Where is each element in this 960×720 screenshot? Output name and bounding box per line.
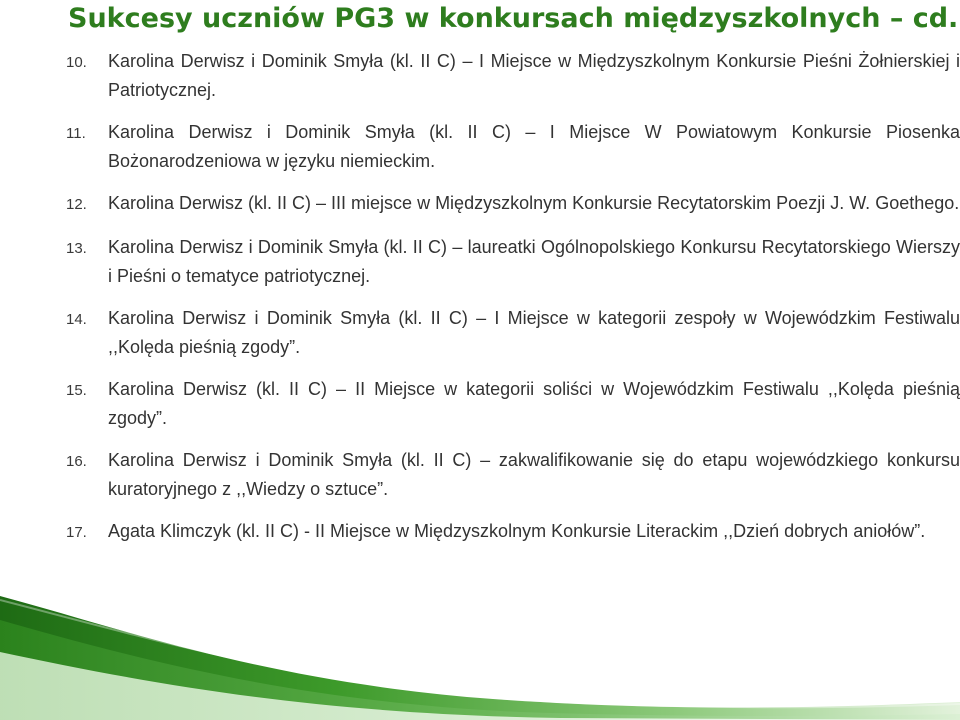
- list-item-number: 15.: [66, 382, 87, 399]
- list-item: [66, 233, 960, 291]
- list-item-number: 10.: [66, 54, 87, 71]
- list-item-text: Karolina Derwisz i Dominik Smyła (kl. II C) – zakwalifikowanie się do etapu wojewódzkiego konkursu kuratoryjnego z ,,Wiedzy o sztuce”.: [108, 450, 960, 499]
- list-item: [66, 47, 960, 105]
- list-item: [66, 118, 960, 176]
- list-item-number: 11.: [66, 125, 86, 142]
- list-item-number: 16.: [66, 453, 87, 470]
- list-item-text: Karolina Derwisz i Dominik Smyła (kl. II C) – I Miejsce w kategorii zespoły w Wojewódzkim Festiwalu ,,Kolęda pieśnią zgody”.: [108, 308, 960, 357]
- list-item: [66, 189, 960, 220]
- slide-title: Sukcesy uczniów PG3 w konkursach międzyszkolnych – cd.: [68, 3, 959, 34]
- list-item-text: Karolina Derwisz i Dominik Smyła (kl. II C) – laureatki Ogólnopolskiego Konkursu Recytatorskiego Wierszy i Pieśni o tematyce patriotycznej.: [108, 237, 960, 286]
- list-item: [66, 446, 960, 504]
- list-item-text: Karolina Derwisz i Dominik Smyła (kl. II C) – I Miejsce w Międzyszkolnym Konkursie Pieśni Żołnierskiej i Patriotycznej.: [108, 51, 960, 100]
- list-item: [66, 304, 960, 362]
- decorative-green-wave: [0, 590, 960, 720]
- list-item-number: 14.: [66, 311, 87, 328]
- list-item: [66, 375, 960, 433]
- list-item-number: 13.: [66, 240, 87, 257]
- list-item-text: Agata Klimczyk (kl. II C) - II Miejsce w Międzyszkolnym Konkursie Literackim ,,Dzień dobrych aniołów”.: [108, 521, 926, 541]
- achievements-list: [66, 47, 960, 561]
- list-item-number: 17.: [66, 524, 87, 541]
- list-item: [66, 517, 960, 548]
- list-item-text: Karolina Derwisz (kl. II C) – III miejsce w Międzyszkolnym Konkursie Recytatorskim Poezji J. W. Goethego.: [108, 193, 960, 213]
- list-item-text: Karolina Derwisz (kl. II C) – II Miejsce w kategorii soliści w Wojewódzkim Festiwalu ,,Kolęda pieśnią zgody”.: [108, 379, 960, 428]
- list-item-text: Karolina Derwisz i Dominik Smyła (kl. II C) – I Miejsce W Powiatowym Konkursie Piosenka Bożonarodzeniowa w języku niemieckim.: [108, 122, 960, 171]
- list-item-number: 12.: [66, 196, 87, 213]
